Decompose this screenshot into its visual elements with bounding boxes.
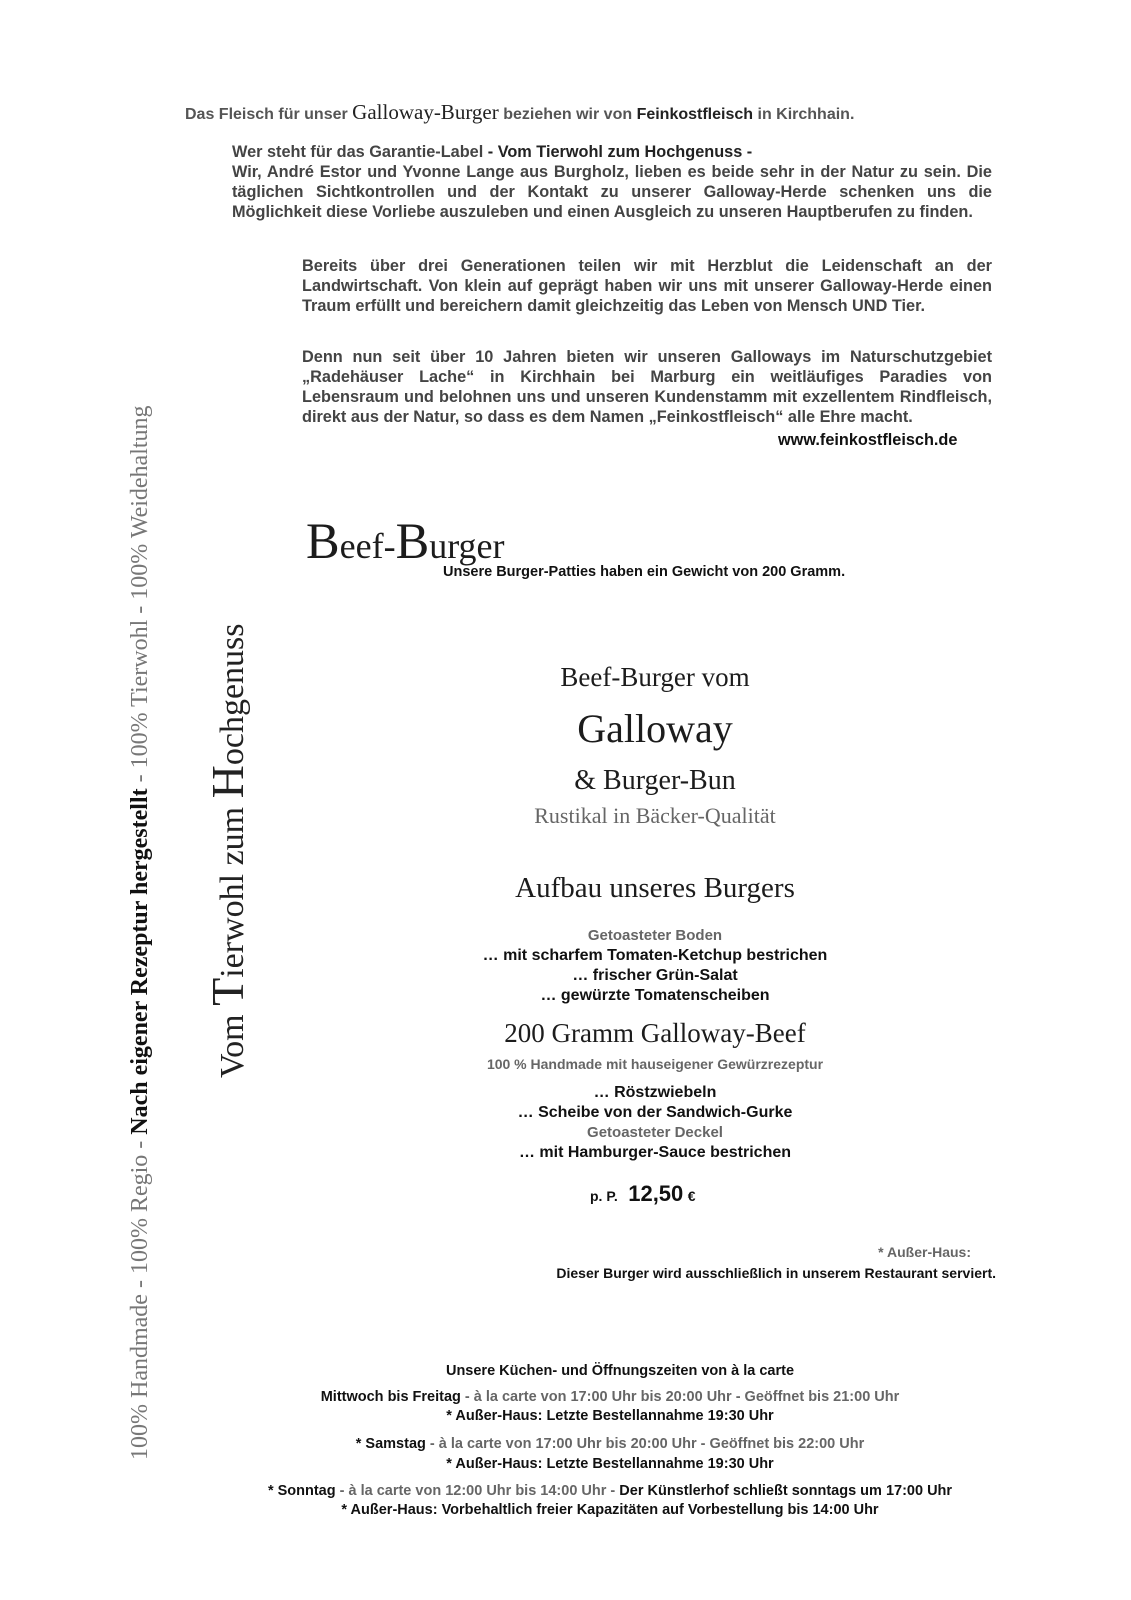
price-amount: 12,50: [628, 1181, 684, 1206]
price: [590, 1181, 696, 1207]
hours-sun: [160, 1483, 1060, 1499]
build-lid: Getoasteter Deckel: [587, 1124, 723, 1141]
price-prefix: p. P.: [590, 1188, 618, 1204]
intro-supplier: Feinkostfleisch: [636, 106, 754, 123]
beef-burger-title: [306, 512, 505, 570]
hours-wed-fri-day: Mittwoch bis Freitag: [320, 1389, 461, 1405]
hours-wed-fri: [160, 1389, 1060, 1405]
title-cap-b1: B: [306, 513, 340, 569]
build-beef: 200 Gramm Galloway-Beef: [504, 1018, 806, 1048]
build-ketchup: … mit scharfem Tomaten-Ketchup bestrichen: [482, 947, 828, 964]
hours-sun-time: - à la carte von 12:00 Uhr bis 14:00 Uhr -: [335, 1483, 620, 1499]
side-slogan-post: - 100% Tierwohl - 100% Weidehaltung: [127, 405, 153, 789]
build-salad: … frischer Grün-Salat: [572, 967, 738, 984]
side-motto-c: ochgenuss: [214, 623, 251, 766]
build-bottom: Getoasteter Boden: [587, 927, 723, 944]
title-cap-b2: B: [395, 513, 430, 569]
hours-sun-close: Der Künstlerhof schließt sonntags um 17:00 Uhr: [619, 1483, 953, 1499]
build-onions: … Röstzwiebeln: [593, 1084, 717, 1101]
hours-wed-fri-time: - à la carte von 17:00 Uhr bis 20:00 Uhr - Geöffnet bis 21:00 Uhr: [460, 1389, 900, 1405]
nature-paragraph: Denn nun seit über 10 Jahren bieten wir unseren Galloways im Naturschutzgebiet „Radehäuser Lache“ in Kirchhain bei Marburg ein weitläufiges Paradies von Lebensraum und belohnen uns und unseren Kundenstamm mit exzellentem Rindfleisch, direkt aus der Natur, so dass es dem Namen „Feinkostfleisch“ alle Ehre macht.: [302, 348, 992, 426]
product-line3: & Burger-Bun: [574, 765, 736, 796]
ausser-haus-text: Dieser Burger wird ausschließlich in unserem Restaurant serviert.: [556, 1265, 996, 1281]
hours-sat-time: - à la carte von 17:00 Uhr bis 20:00 Uhr - Geöffnet bis 22:00 Uhr: [425, 1436, 865, 1452]
label-paragraph: [232, 142, 992, 222]
intro-mid: beziehen wir von: [498, 106, 637, 123]
label-heading-name: - Vom Tierwohl zum Hochgenuss -: [487, 143, 753, 161]
side-motto-cap-h: H: [202, 765, 253, 799]
hours-sat-note: * Außer-Haus: Letzte Bestellannahme 19:30 Uhr: [446, 1456, 774, 1472]
intro-line: [185, 100, 985, 125]
website-link[interactable]: www.feinkostfleisch.de: [778, 431, 958, 449]
product-line2: Galloway: [577, 706, 733, 751]
label-text: Wir, André Estor und Yvonne Lange aus Burgholz, lieben es beide sehr in der Natur zu sein. Die täglichen Sichtkontrollen und der Kontakt zu unserer Galloway-Herde schenken uns die Möglichkeit diese Vorliebe auszuleben und einen Ausgleich zu unseren Hauptberufen zu finden.: [232, 163, 992, 221]
hours-sun-day: * Sonntag: [267, 1483, 336, 1499]
hours-sun-note: * Außer-Haus: Vorbehaltlich freier Kapazitäten auf Vorbestellung bis 14:00 Uhr: [341, 1502, 879, 1518]
side-slogan: [127, 405, 154, 1460]
build-tomato: … gewürzte Tomatenscheiben: [540, 987, 770, 1004]
build-gherkin: … Scheibe von der Sandwich-Gurke: [517, 1104, 793, 1121]
side-slogan-recipe: Nach eigener Rezeptur hergestellt: [127, 788, 153, 1135]
side-motto-b: ierwohl zum: [214, 798, 251, 978]
build-title: Aufbau unseres Burgers: [515, 872, 795, 904]
hours-sat-day: * Samstag: [355, 1436, 426, 1452]
side-slogan-pre: 100% Handmade - 100% Regio -: [127, 1134, 153, 1460]
product-line1: Beef-Burger vom: [560, 662, 750, 692]
side-motto-a: Vom: [214, 1005, 251, 1078]
side-motto-cap-t: T: [202, 977, 253, 1006]
title-rest2: urger: [429, 526, 505, 566]
intro-galloway: Galloway-Burger: [352, 100, 499, 124]
hours-sat: [160, 1436, 1060, 1452]
side-motto: [201, 623, 254, 1078]
build-sauce: … mit Hamburger-Sauce bestrichen: [518, 1144, 792, 1161]
build-handmade: 100 % Handmade mit hauseigener Gewürzrezeptur: [486, 1056, 824, 1072]
intro-post: in Kirchhain.: [753, 106, 855, 123]
intro-pre: Das Fleisch für unser: [185, 106, 353, 123]
generations-paragraph: Bereits über drei Generationen teilen wir mit Herzblut die Leidenschaft an der Landwirtschaft. Von klein auf geprägt haben wir uns mit unserer Galloway-Herde einen Traum erfüllt und bereichern damit gleichzeitig das Leben von Mensch UND Tier.: [302, 257, 992, 315]
price-currency: €: [687, 1188, 696, 1204]
patty-note: Unsere Burger-Patties haben ein Gewicht von 200 Gramm.: [443, 564, 846, 580]
label-heading-pre: Wer steht für das Garantie-Label: [232, 143, 488, 161]
title-rest1: eef-: [339, 526, 396, 566]
hours-wed-fri-note: * Außer-Haus: Letzte Bestellannahme 19:30 Uhr: [446, 1408, 774, 1424]
ausser-haus-label: * Außer-Haus:: [878, 1244, 971, 1260]
label-heading: [232, 142, 992, 162]
hours-title: Unsere Küchen- und Öffnungszeiten von à la carte: [445, 1363, 795, 1379]
product-line4: Rustikal in Bäcker-Qualität: [534, 803, 776, 828]
